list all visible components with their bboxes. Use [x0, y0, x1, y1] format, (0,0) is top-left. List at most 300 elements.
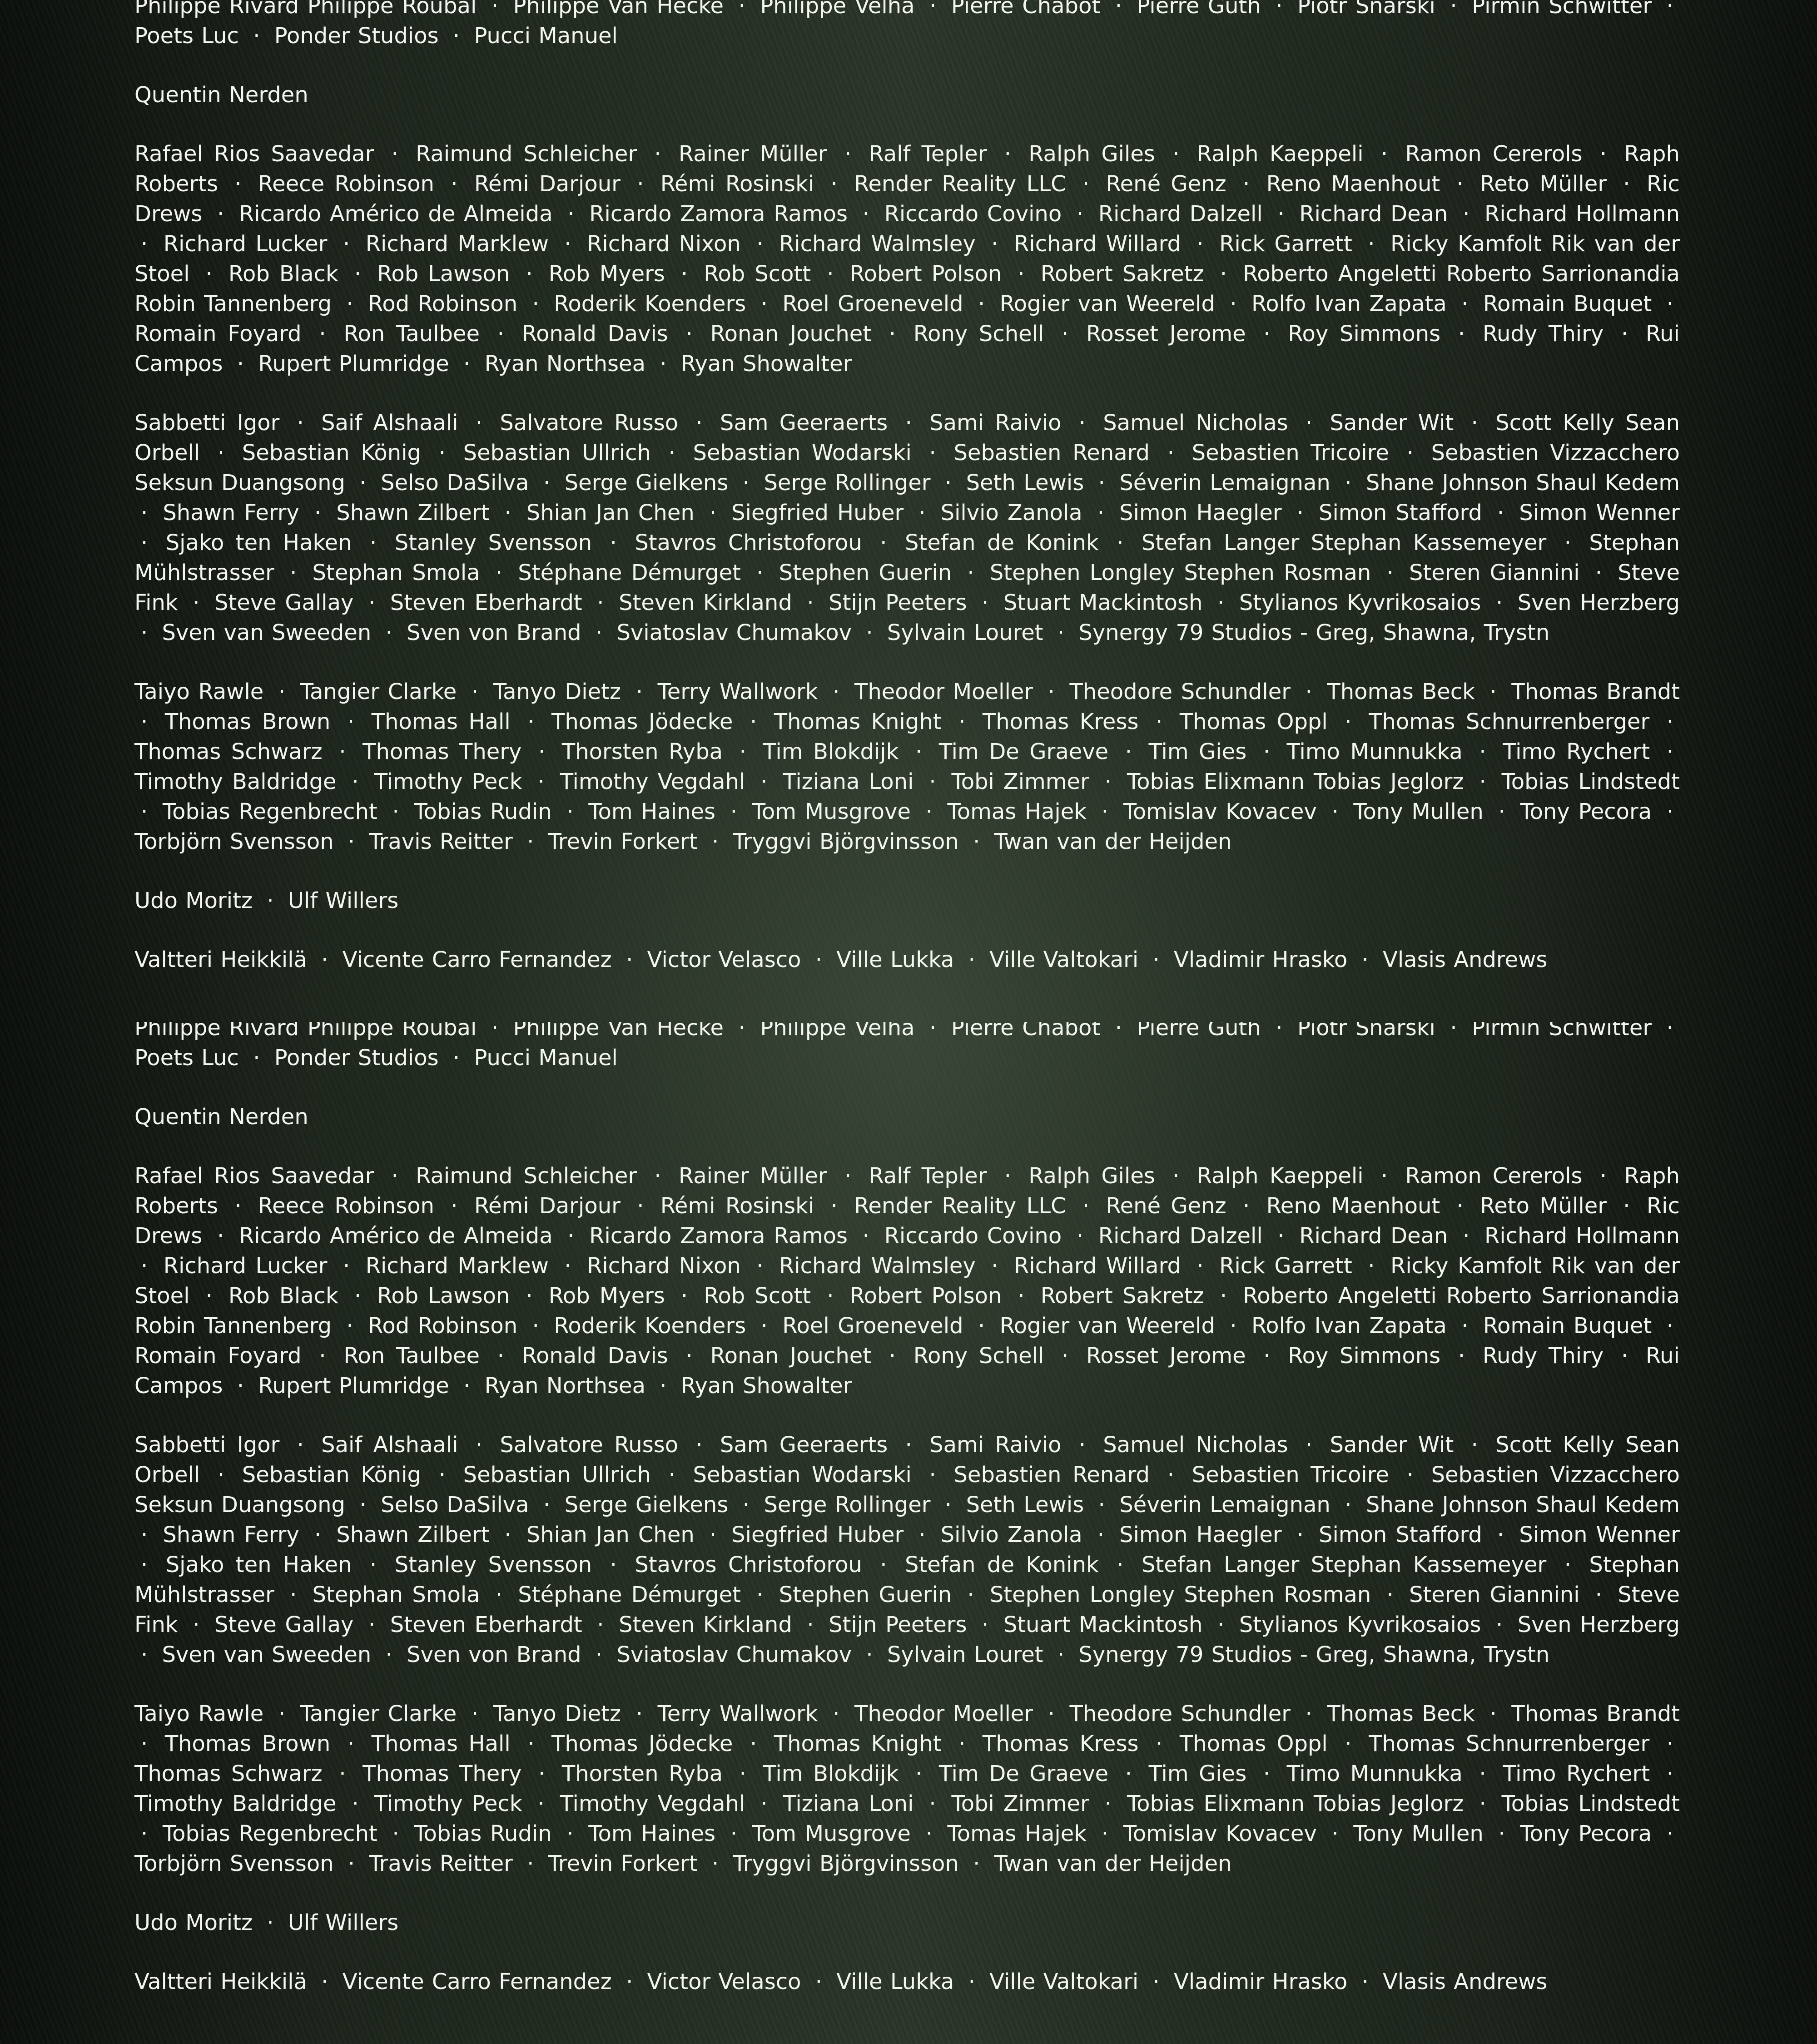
credit-name: Thomas Kress [983, 709, 1139, 734]
separator-dot: · [272, 679, 292, 704]
credit-name: Shawn Ferry [163, 500, 299, 526]
credit-name: Rogier van Weereld [1000, 291, 1215, 317]
separator-dot: · [211, 201, 230, 227]
separator-dot: · [211, 1462, 231, 1488]
separator-dot: · [750, 1582, 769, 1607]
credit-name: Roderik Koenders [554, 291, 746, 317]
credit-name: Shawn Ferry [163, 1522, 299, 1548]
credit-name: Rony Schell [913, 321, 1044, 347]
credit-name: Poets Luc [134, 1045, 239, 1071]
separator-dot: · [532, 739, 551, 764]
credit-name: Ulf Willers [288, 888, 398, 913]
separator-dot: · [899, 1432, 918, 1458]
credit-name: Tony Pecora [1520, 1821, 1652, 1846]
separator-dot: · [750, 1253, 769, 1279]
credit-name: Philippe Velha [760, 1022, 914, 1041]
credit-name: Romain Foyard [134, 1343, 302, 1369]
credit-name: Travis Reitter [369, 1851, 512, 1876]
credit-name: Ponder Studios [274, 1045, 439, 1071]
separator-dot: · [1214, 1283, 1233, 1309]
separator-dot: · [750, 231, 769, 257]
credit-name: Shane Johnson Shaul Kedem [1366, 470, 1680, 496]
credit-name: Rupert Plumridge [258, 1373, 449, 1399]
credit-name: Roel Groeneveld [782, 1313, 963, 1339]
separator-dot: · [985, 1253, 1004, 1279]
credit-name: Sebastian Ullrich [463, 440, 651, 466]
separator-dot: · [809, 947, 829, 972]
credit-name: Stefan Langer Stephan Kassemeyer [1142, 530, 1546, 556]
separator-dot: · [1161, 1462, 1181, 1488]
credit-name: Stylianos Kyvrikosaios [1239, 590, 1481, 615]
separator-dot: · [620, 1969, 639, 1994]
credit-name: Rosset Jerome [1086, 1343, 1246, 1369]
credit-name: Simon Haegler [1119, 500, 1282, 526]
credit-name: Vlasis Andrews [1383, 1969, 1547, 1994]
separator-dot: · [1375, 141, 1394, 167]
separator-dot: · [952, 1731, 972, 1756]
credit-name: Torbjörn Svensson [134, 829, 334, 854]
separator-dot: · [1291, 500, 1310, 526]
credit-name: Ville Lukka [836, 947, 954, 972]
separator-dot: · [291, 410, 310, 436]
credit-name: Ryan Northsea [485, 1373, 645, 1399]
separator-dot: · [1119, 739, 1138, 764]
credit-name: Simon Haegler [1119, 1522, 1282, 1548]
credit-name: Tryggvi Björgvinsson [733, 1851, 959, 1876]
separator-dot: · [341, 1731, 361, 1756]
credit-name: Timo Rychert [1503, 739, 1650, 764]
separator-dot: · [231, 1373, 250, 1399]
credit-name: Theodor Moeller [854, 679, 1033, 704]
separator-dot: · [134, 500, 154, 526]
credit-name: Séverin Lemaignan [1119, 470, 1330, 496]
separator-dot: · [348, 1283, 367, 1309]
separator-dot: · [938, 1492, 958, 1518]
credit-name: Timothy Peck [374, 769, 522, 794]
credit-name: Timothy Baldridge [134, 1791, 337, 1816]
separator-dot: · [134, 1821, 154, 1846]
credit-name: Thorsten Ryba [562, 739, 723, 764]
separator-dot: · [498, 1522, 517, 1548]
separator-dot: · [558, 231, 577, 257]
separator-dot: · [1110, 530, 1130, 556]
credit-name: Sviatoslav Chumakov [616, 1642, 852, 1667]
credit-name: Theodore Schundler [1070, 679, 1291, 704]
separator-dot: · [630, 1701, 649, 1726]
credit-name: Simon Wenner [1519, 1522, 1680, 1548]
separator-dot: · [340, 291, 360, 317]
credit-name: Seth Lewis [966, 1492, 1084, 1518]
credit-name: Steven Kirkland [619, 590, 792, 615]
credit-name: Theodore Schundler [1070, 1701, 1291, 1726]
separator-dot: · [531, 769, 551, 794]
credit-name: Steren Giannini [1409, 560, 1580, 585]
separator-dot: · [1149, 709, 1169, 734]
separator-dot: · [1361, 231, 1381, 257]
credit-name: Roberto Angeletti Roberto Sarrionandia Robin Tannenberg [134, 1283, 1680, 1339]
separator-dot: · [260, 888, 280, 913]
credit-name: Reto Müller [1480, 1193, 1607, 1219]
separator-dot: · [385, 141, 405, 167]
separator-dot: · [531, 1791, 551, 1816]
credit-name: Sami Raivio [929, 1432, 1061, 1458]
credit-name: Stephen Longley Stephen Rosman [990, 560, 1371, 585]
separator-dot: · [247, 23, 266, 49]
credit-name: Ric Drews [134, 171, 1680, 227]
separator-dot: · [838, 1163, 858, 1189]
separator-dot: · [231, 351, 250, 377]
credit-name: Sander Wit [1330, 410, 1454, 436]
credit-name: Reece Robinson [258, 1193, 434, 1219]
credit-name: Sylvain Louret [887, 1642, 1043, 1667]
credit-name: Rob Black [228, 261, 338, 287]
credit-name: Rudy Thiry [1483, 321, 1604, 347]
separator-dot: · [1076, 1193, 1096, 1219]
separator-dot: · [228, 1193, 248, 1219]
credit-name: Tobi Zimmer [952, 769, 1089, 794]
credit-name: Terry Wallwork [658, 679, 818, 704]
separator-dot: · [1257, 1761, 1276, 1786]
separator-dot: · [604, 530, 623, 556]
separator-dot: · [362, 590, 382, 615]
separator-dot: · [521, 1731, 541, 1756]
credit-name: Pucci Manuel [474, 1045, 617, 1071]
separator-dot: · [537, 470, 556, 496]
separator-dot: · [859, 1642, 879, 1667]
separator-dot: · [732, 1022, 752, 1041]
separator-dot: · [856, 1223, 876, 1249]
separator-dot: · [1011, 261, 1031, 287]
separator-dot: · [820, 261, 840, 287]
credit-name: Timothy Vegdahl [560, 769, 745, 794]
separator-dot: · [1492, 1821, 1512, 1846]
separator-dot: · [1355, 947, 1375, 972]
credit-name: Stéphane Démurget [518, 560, 741, 585]
credit-name: Ryan Northsea [485, 351, 645, 377]
credit-name: Rainer Müller [679, 141, 827, 167]
separator-dot: · [1190, 231, 1210, 257]
separator-dot: · [315, 1969, 334, 1994]
credit-name: Rogier van Weereld [1000, 1313, 1215, 1339]
credit-name: Ralph Giles [1028, 1163, 1155, 1189]
separator-dot: · [432, 1462, 452, 1488]
credit-name: Travis Reitter [369, 829, 512, 854]
credit-name: Thomas Brandt [1511, 679, 1680, 704]
separator-dot: · [967, 829, 986, 854]
credit-name: Rémi Rosinski [660, 171, 814, 197]
separator-dot: · [604, 1552, 623, 1578]
separator-dot: · [972, 291, 991, 317]
credit-name: Ricky Kamfolt Rik van der Stoel [134, 231, 1680, 287]
credit-name: Ricardo Américo de Almeida [239, 201, 553, 227]
separator-dot: · [444, 1193, 464, 1219]
separator-dot: · [1011, 1283, 1031, 1309]
separator-dot: · [465, 1701, 485, 1726]
separator-dot: · [1055, 1343, 1075, 1369]
credit-name: Sebastien Renard [953, 440, 1150, 466]
credit-name: Ulf Willers [288, 1910, 398, 1935]
credit-name: Render Reality LLC [854, 171, 1066, 197]
separator-dot: · [923, 1462, 943, 1488]
credit-name: Ville Lukka [836, 1969, 954, 1994]
separator-dot: · [653, 351, 673, 377]
credit-name: Rolfo Ivan Zapata [1251, 1313, 1447, 1339]
separator-dot: · [1070, 1223, 1090, 1249]
credit-name: Stanley Svensson [395, 530, 592, 556]
separator-dot: · [1098, 769, 1118, 794]
credit-name: Reno Maenhout [1266, 1193, 1440, 1219]
separator-dot: · [1055, 321, 1075, 347]
credit-name: Philippe Rivard Philippe Roubal [134, 0, 477, 19]
credit-name: Tryggvi Björgvinsson [733, 829, 959, 854]
separator-dot: · [800, 1612, 820, 1637]
separator-dot: · [1589, 560, 1608, 585]
credit-name: Richard Nixon [587, 1253, 741, 1279]
separator-dot: · [247, 1045, 266, 1071]
credit-name: Steve Fink [134, 560, 1680, 615]
separator-dot: · [1455, 291, 1474, 317]
separator-dot: · [521, 1851, 540, 1876]
separator-dot: · [1072, 410, 1092, 436]
separator-dot: · [754, 1791, 774, 1816]
separator-dot: · [1450, 1193, 1469, 1219]
separator-dot: · [1146, 947, 1166, 972]
separator-dot: · [1051, 620, 1071, 645]
separator-dot: · [491, 321, 511, 347]
separator-dot: · [432, 440, 452, 466]
separator-dot: · [134, 799, 154, 824]
separator-dot: · [859, 620, 879, 645]
separator-dot: · [465, 679, 485, 704]
credit-name: Scott Kelly Sean Orbell [134, 1432, 1680, 1488]
credit-name: Steve Fink [134, 1582, 1680, 1637]
separator-dot: · [1095, 1821, 1115, 1846]
credit-name: Pirmin Schwitter [1472, 0, 1652, 19]
separator-dot: · [1269, 1022, 1289, 1041]
separator-dot: · [1166, 1163, 1186, 1189]
separator-dot: · [1257, 321, 1276, 347]
credit-name: Simon Wenner [1519, 500, 1680, 526]
separator-dot: · [1455, 1313, 1474, 1339]
credit-name: Render Reality LLC [854, 1193, 1066, 1219]
separator-dot: · [662, 440, 682, 466]
separator-dot: · [134, 709, 154, 734]
separator-dot: · [1299, 679, 1319, 704]
separator-dot: · [199, 1283, 219, 1309]
credit-name: Sebastien Vizzacchero Seksun Duangsong [134, 1462, 1680, 1518]
credit-name: Rosset Jerome [1086, 321, 1246, 347]
separator-dot: · [985, 231, 1004, 257]
credit-name: Richard Willard [1014, 231, 1181, 257]
credit-name: Sven Herzberg [1518, 1612, 1680, 1637]
credit-name: Tiziana Loni [783, 1791, 913, 1816]
credit-name: Richard Dean [1299, 201, 1448, 227]
credit-name: Rob Lawson [377, 1283, 510, 1309]
separator-dot: · [975, 590, 995, 615]
credit-name: Steve Gallay [214, 1612, 353, 1637]
separator-dot: · [485, 1022, 505, 1041]
separator-dot: · [736, 470, 756, 496]
credit-name: Tim Gies [1149, 739, 1247, 764]
credit-name: Torbjörn Svensson [134, 1851, 334, 1876]
separator-dot: · [689, 1432, 709, 1458]
credit-name: Sebastien Renard [953, 1462, 1150, 1488]
credit-name: Vicente Carro Fernandez [343, 1969, 612, 1994]
credit-name: Valtteri Heikkilä [134, 947, 307, 972]
credit-name: Synergy 79 Studios - Greg, Shawna, Trystn [1078, 620, 1549, 645]
separator-dot: · [526, 1313, 546, 1339]
credit-name: Thomas Brown [165, 709, 331, 734]
separator-dot: · [838, 141, 858, 167]
separator-dot: · [923, 769, 942, 794]
separator-dot: · [1489, 1612, 1509, 1637]
credit-name: Tobias Elixmann Tobias Jeglorz [1127, 769, 1464, 794]
separator-dot: · [1660, 291, 1680, 317]
separator-dot: · [923, 0, 943, 19]
credit-name: Stephan Mühlstrasser [134, 1552, 1680, 1607]
credit-name: Sander Wit [1330, 1432, 1454, 1458]
separator-dot: · [337, 231, 356, 257]
separator-dot: · [675, 1283, 694, 1309]
credit-name: Rob Myers [549, 1283, 665, 1309]
credit-name: Piotr Snarski [1297, 0, 1435, 19]
credit-name: Reece Robinson [258, 171, 434, 197]
credit-name: Richard Willard [1014, 1253, 1181, 1279]
separator-dot: · [938, 470, 958, 496]
credit-name: Romain Buquet [1483, 1313, 1652, 1339]
credit-name: Richard Dalzell [1098, 1223, 1263, 1249]
separator-dot: · [379, 1642, 399, 1667]
credit-name: Robert Sakretz [1041, 1283, 1204, 1309]
credit-name: Philippe Velha [760, 0, 914, 19]
separator-dot: · [291, 1432, 310, 1458]
credit-name: Tony Mullen [1353, 799, 1483, 824]
separator-dot: · [308, 1522, 328, 1548]
credit-name: Robert Sakretz [1041, 261, 1204, 287]
separator-dot: · [1161, 440, 1181, 466]
credit-name: Tobias Lindstedt [1502, 769, 1680, 794]
credit-name: Stefan de Konink [905, 530, 1099, 556]
credit-name: Vladimir Hrasko [1174, 947, 1347, 972]
separator-dot: · [211, 440, 231, 466]
credit-name: Shian Jan Chen [526, 1522, 695, 1548]
separator-dot: · [260, 1910, 280, 1935]
separator-dot: · [1223, 1313, 1243, 1339]
separator-dot: · [228, 171, 248, 197]
credit-name: Rob Black [228, 1283, 338, 1309]
separator-dot: · [675, 261, 694, 287]
separator-dot: · [1190, 1253, 1210, 1279]
credit-name: Sam Geeraerts [720, 410, 888, 436]
credit-name: Ralf Tepler [869, 141, 987, 167]
credit-name: Ricky Kamfolt Rik van der Stoel [134, 1253, 1680, 1309]
credit-name: Shawn Zilbert [336, 500, 489, 526]
credit-name: Thomas Schwarz [134, 1761, 323, 1786]
separator-dot: · [820, 1283, 840, 1309]
separator-dot: · [630, 171, 650, 197]
separator-dot: · [1660, 1022, 1680, 1041]
separator-dot: · [1166, 141, 1186, 167]
credit-name: Rémi Darjour [474, 171, 621, 197]
separator-dot: · [620, 947, 639, 972]
credit-name: Sebastian König [242, 440, 421, 466]
credit-name: Rob Myers [549, 261, 665, 287]
separator-dot: · [1444, 0, 1463, 19]
credit-name: Sviatoslav Chumakov [616, 620, 852, 645]
credit-name: Trevin Forkert [548, 829, 698, 854]
separator-dot: · [826, 679, 846, 704]
separator-dot: · [679, 1343, 699, 1369]
credit-name: Ric Drews [134, 1193, 1680, 1249]
separator-dot: · [1119, 1761, 1138, 1786]
credit-name: Tom Haines [588, 799, 715, 824]
separator-dot: · [1325, 799, 1345, 824]
credit-name: Sebastien Tricoire [1192, 1462, 1389, 1488]
separator-dot: · [379, 620, 399, 645]
separator-dot: · [1338, 709, 1358, 734]
separator-dot: · [1594, 141, 1613, 167]
separator-dot: · [469, 410, 489, 436]
credit-name: Stephan Mühlstrasser [134, 530, 1680, 585]
separator-dot: · [1299, 1432, 1319, 1458]
credit-name: Ville Valtokari [989, 947, 1138, 972]
credit-name: Sven von Brand [407, 1642, 581, 1667]
credit-name: Richard Marklew [366, 1253, 549, 1279]
credit-name: Ricardo Zamora Ramos [589, 1223, 848, 1249]
credit-name: Rod Robinson [368, 1313, 517, 1339]
separator-dot: · [653, 1373, 673, 1399]
credit-name: Ralph Kaeppeli [1197, 141, 1364, 167]
credit-name: Tobias Rudin [414, 1821, 551, 1846]
credit-name: Tangier Clarke [300, 679, 457, 704]
credit-name: Rick Garrett [1219, 231, 1352, 257]
credit-name: Thorsten Ryba [562, 1761, 723, 1786]
separator-dot: · [134, 1522, 154, 1548]
separator-dot: · [883, 1343, 902, 1369]
separator-dot: · [1076, 171, 1096, 197]
separator-dot: · [703, 500, 723, 526]
separator-dot: · [1211, 590, 1231, 615]
credit-name: Timo Munnukka [1287, 1761, 1463, 1786]
separator-dot: · [469, 1432, 489, 1458]
separator-dot: · [1473, 739, 1492, 764]
credit-name: Silvio Zanola [941, 1522, 1082, 1548]
separator-dot: · [1484, 1701, 1503, 1726]
credit-name: Sebastien Vizzacchero Seksun Duangsong [134, 440, 1680, 496]
credit-name: Sami Raivio [929, 410, 1061, 436]
separator-dot: · [1484, 679, 1503, 704]
credit-name: Ronan Jouchet [710, 1343, 871, 1369]
separator-dot: · [1617, 171, 1636, 197]
credit-name: Raph Roberts [134, 1163, 1680, 1219]
separator-dot: · [489, 560, 509, 585]
credit-name: Pirmin Schwitter [1472, 1022, 1652, 1041]
credit-name: Philippe Van Hecke [513, 0, 724, 19]
separator-dot: · [333, 739, 352, 764]
separator-dot: · [961, 1582, 980, 1607]
separator-dot: · [1465, 410, 1484, 436]
credit-name: Pierre Chabot [951, 1022, 1100, 1041]
credit-name: Udo Moritz [134, 888, 253, 913]
credit-name: Sabbetti Igor [134, 1432, 279, 1458]
credit-name: Tanyo Dietz [493, 679, 621, 704]
credit-name: Ralf Tepler [869, 1163, 987, 1189]
credit-name: Philippe Rivard Philippe Roubal [134, 1022, 477, 1041]
credit-name: Stefan Langer Stephan Kassemeyer [1142, 1552, 1546, 1578]
separator-dot: · [447, 1045, 466, 1071]
separator-dot: · [1236, 171, 1256, 197]
separator-dot: · [283, 1582, 303, 1607]
